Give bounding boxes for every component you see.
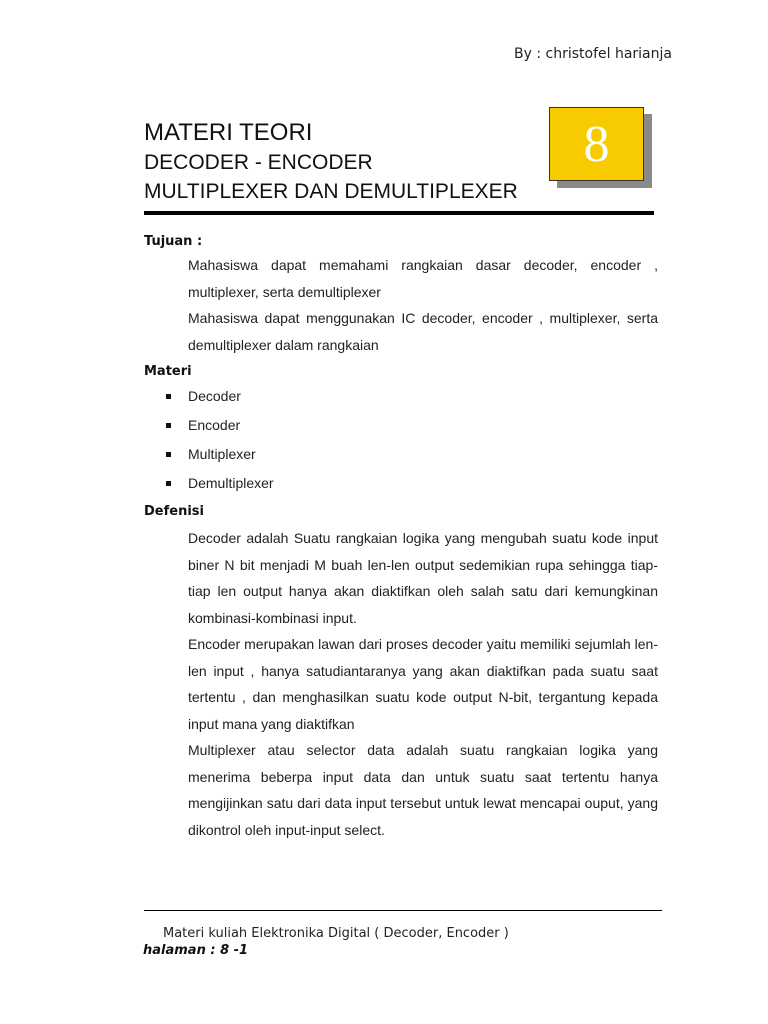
tujuan-item: Mahasiswa dapat memahami rangkaian dasar decoder, encoder , multiplexer, serta demultiplexer — [188, 257, 658, 300]
materi-item-decoder: Decoder — [144, 382, 658, 411]
tujuan-item: Mahasiswa dapat menggunakan IC decoder, encoder , multiplexer, serta demultiplexer dalam rangkaian — [188, 310, 658, 353]
title-block — [144, 118, 518, 206]
content-body — [144, 232, 658, 843]
author-credit: By : christofel harianja — [514, 46, 672, 62]
tujuan-heading: Tujuan : — [144, 234, 203, 249]
chapter-number-badge: 8 — [549, 107, 644, 181]
defenisi-heading: Defenisi — [144, 504, 204, 519]
footer-divider — [144, 910, 662, 911]
defenisi-multiplexer: Multiplexer atau selector data adalah suatu rangkaian logika yang menerima beberpa input data dan untuk suatu saat tertentu hanya mengijinkan satu dari data input tersebut untuk lewat mencapai ouput, yang dikontrol oleh input-input select. — [188, 742, 658, 838]
page-title: MATERI TEORI — [144, 119, 313, 146]
defenisi-encoder: Encoder merupakan lawan dari proses decoder yaitu memiliki sejumlah len-len input , hanya satudiantaranya yang akan diaktifkan pada suatu saat tertentu , dan menghasilkan suatu kode output N-bit, tergantung kepada input mana yang diaktifkan — [188, 636, 658, 732]
subtitle-line-1: DECODER - ENCODER — [144, 151, 373, 174]
page-number: halaman : 8 -1 — [143, 943, 249, 958]
materi-list — [144, 382, 658, 498]
footer-course: Materi kuliah Elektronika Digital ( Decoder, Encoder ) — [163, 926, 509, 941]
defenisi-decoder: Decoder adalah Suatu rangkaian logika yang mengubah suatu kode input biner N bit menjadi M buah len-len output sedemikian rupa sehingga tiap-tiap len output hanya akan diaktifkan oleh salah satu dari kemungkinan kombinasi-kombinasi input. — [188, 530, 658, 626]
title-divider — [144, 211, 654, 215]
materi-item-multiplexer: Multiplexer — [144, 440, 658, 469]
materi-heading: Materi — [144, 364, 192, 379]
materi-item-encoder: Encoder — [144, 411, 658, 440]
subtitle-line-2: MULTIPLEXER DAN DEMULTIPLEXER — [144, 180, 518, 203]
materi-item-demultiplexer: Demultiplexer — [144, 469, 658, 498]
